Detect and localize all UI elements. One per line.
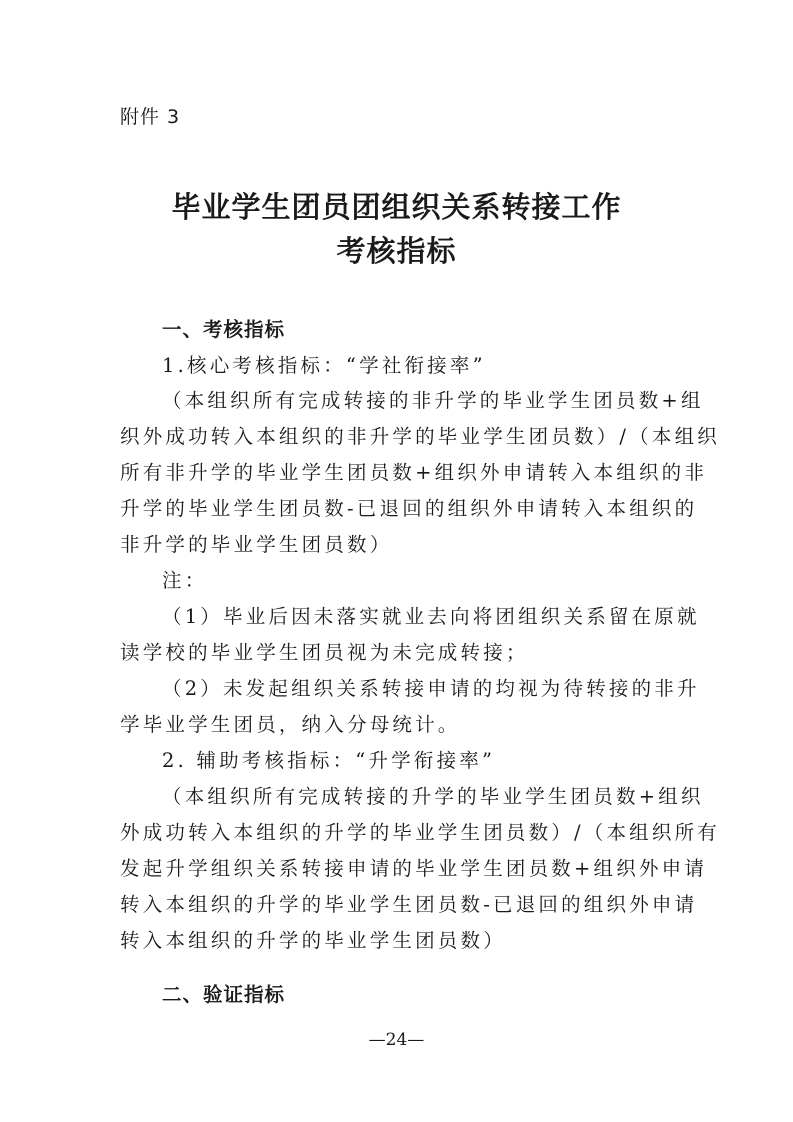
- item-2-formula-line: 发起升学组织关系转接申请的毕业学生团员数+组织外申请: [120, 857, 708, 880]
- document-title-line-1: 毕业学生团员团组织关系转接工作: [171, 190, 622, 224]
- note-1-line: （1）毕业后因未落实就业去向将团组织关系留在原就: [162, 605, 700, 628]
- item-1-formula-line: 升学的毕业学生团员数-已退回的组织外申请转入本组织的: [120, 497, 698, 520]
- note-label: 注：: [162, 569, 208, 592]
- page-number: —24—: [368, 1030, 425, 1050]
- item-2-formula-line: 转入本组织的升学的毕业学生团员数）: [120, 929, 506, 952]
- item-2-formula-line: 外成功转入本组织的升学的毕业学生团员数）/（本组织所有: [120, 821, 720, 844]
- item-2-heading: 2. 辅助考核指标：“升学衔接率”: [162, 749, 496, 772]
- section-heading-2: 二、验证指标: [162, 983, 286, 1006]
- note-1-line: 读学校的毕业学生团员视为未完成转接；: [120, 641, 529, 664]
- document-title-line-2: 考核指标: [336, 234, 457, 268]
- item-1-formula-line: 织外成功转入本组织的非升学的毕业学生团员数）/（本组织: [120, 425, 720, 448]
- item-1-heading: 1.核心考核指标：“学社衔接率”: [162, 354, 486, 377]
- item-2-formula-line: 转入本组织的升学的毕业学生团员数-已退回的组织外申请: [120, 893, 698, 916]
- attachment-label: 附件 3: [120, 106, 181, 128]
- item-1-formula-line: 所有非升学的毕业学生团员数+组织外申请转入本组织的非: [120, 461, 708, 484]
- note-2-line: 学毕业学生团员，纳入分母统计。: [120, 713, 461, 736]
- note-2-line: （2）未发起组织关系转接申请的均视为待转接的非升: [162, 677, 700, 700]
- item-1-formula-line: （本组织所有完成转接的非升学的毕业学生团员数+组: [162, 389, 704, 412]
- item-1-formula-line: 非升学的毕业学生团员数）: [120, 533, 393, 556]
- section-heading-1: 一、考核指标: [162, 318, 286, 341]
- item-2-formula-line: （本组织所有完成转接的升学的毕业学生团员数+组织: [162, 785, 704, 808]
